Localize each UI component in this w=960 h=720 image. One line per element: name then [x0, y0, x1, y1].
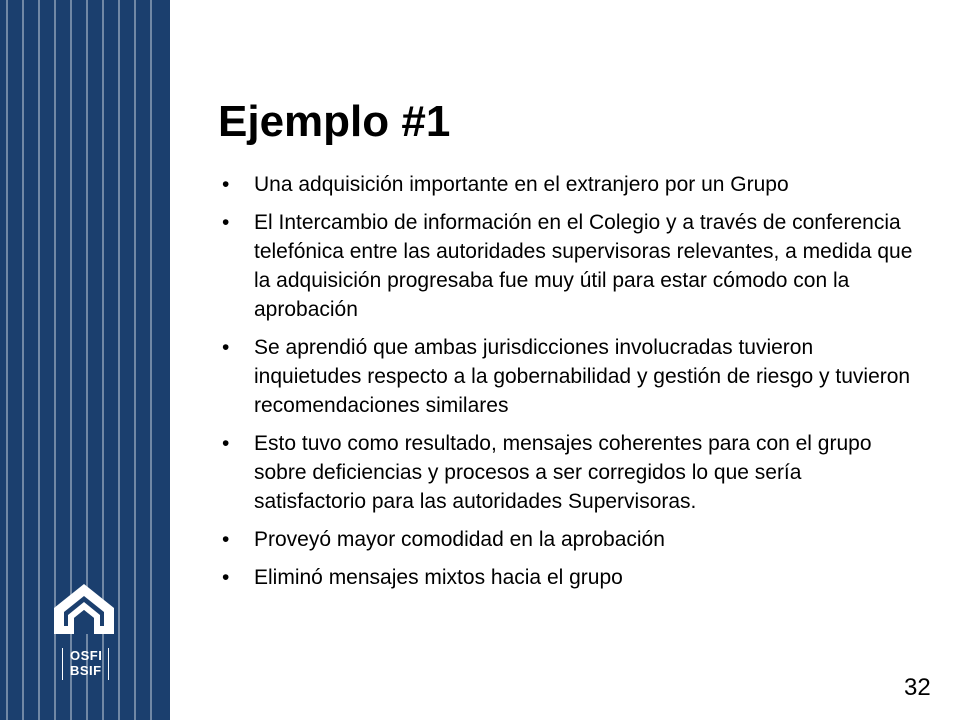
logo-line-osfi: OSFI — [70, 648, 103, 663]
bullet-item: • Eliminó mensajes mixtos hacia el grupo — [218, 563, 918, 592]
bullet-item: • Se aprendió que ambas jurisdicciones involucradas tuvieron inquietudes respecto a la gobernabilidad y gestión de riesgo y tuvieron recomendaciones similares — [218, 333, 918, 420]
logo-text — [70, 648, 110, 678]
logo-divider — [108, 648, 109, 680]
slide-title: Ejemplo #1 — [218, 97, 451, 146]
bullet-item: • El Intercambio de información en el Colegio y a través de conferencia telefónica entre las autoridades supervisoras relevantes, a medida que la adquisición progresaba fue muy útil para estar cómodo con la aprobación — [218, 208, 918, 324]
logo-divider — [62, 648, 63, 680]
osfi-logo — [48, 578, 120, 688]
sidebar-stripe — [22, 0, 24, 720]
osfi-house-icon — [48, 578, 120, 640]
logo-line-bsif: BSIF — [70, 663, 102, 678]
page-number: 32 — [904, 674, 931, 701]
sidebar-stripe — [6, 0, 8, 720]
sidebar — [0, 0, 170, 720]
bullet-item: • Proveyó mayor comodidad en la aprobación — [218, 525, 918, 554]
sidebar-stripe — [134, 0, 136, 720]
bullet-item: • Una adquisición importante en el extranjero por un Grupo — [218, 170, 918, 199]
sidebar-stripe — [150, 0, 152, 720]
bullet-item: • Esto tuvo como resultado, mensajes coherentes para con el grupo sobre deficiencias y procesos a ser corregidos lo que sería satisfactorio para las autoridades Supervisoras. — [218, 429, 918, 516]
bullet-list — [218, 170, 918, 601]
sidebar-stripe — [38, 0, 40, 720]
